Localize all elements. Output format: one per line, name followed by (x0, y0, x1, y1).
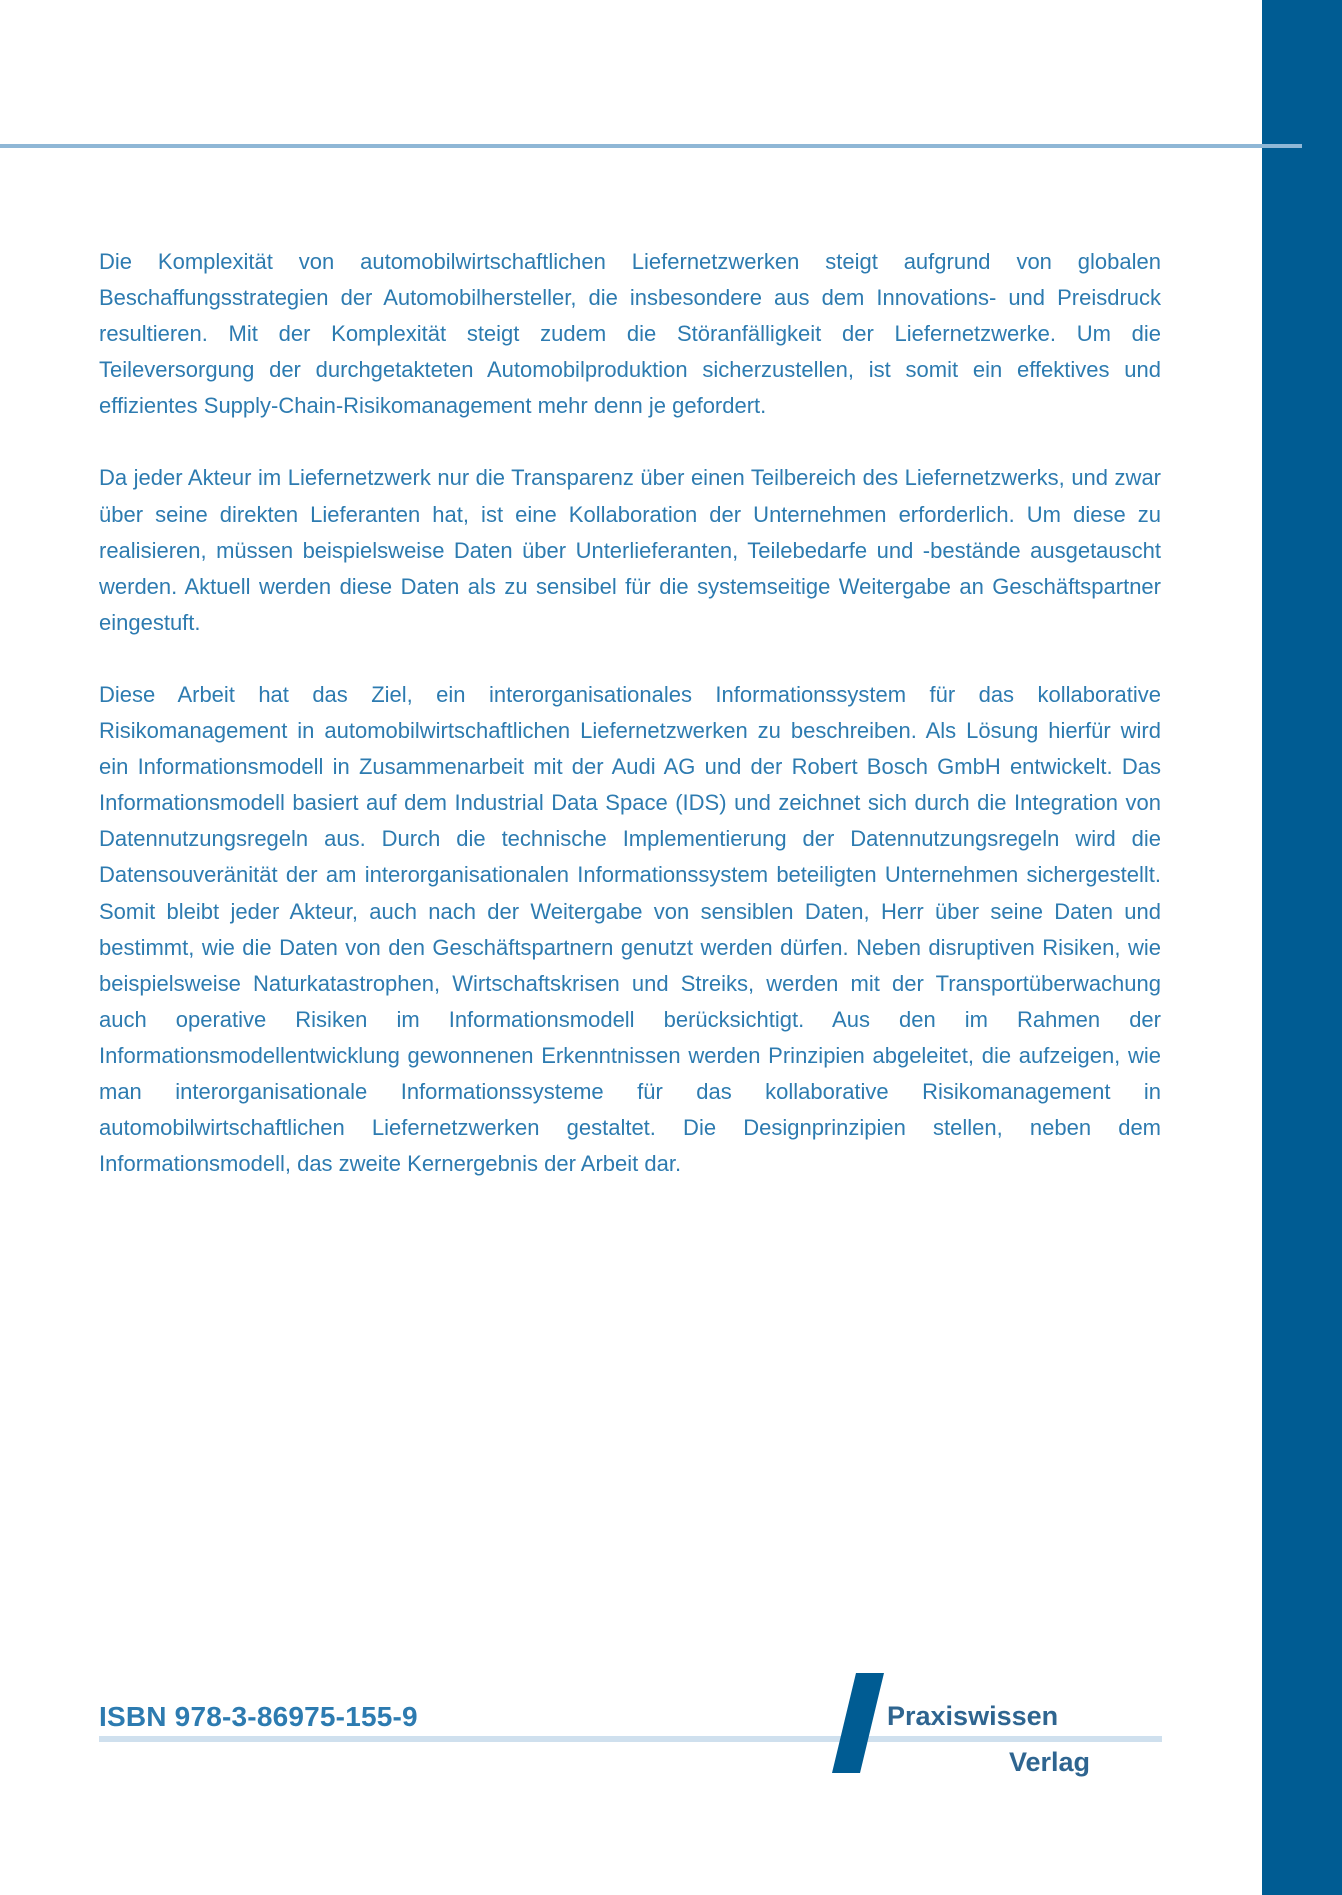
blurb-paragraph-3: Diese Arbeit hat das Ziel, ein interorganisationales Informationssystem für das kollaborative Risikomanagement in automobilwirtschaftlichen Liefernetzwerken zu beschreiben. Als Lösung hierfür wird ein Informationsmodell in Zusammenarbeit mit der Audi AG und der Robert Bosch GmbH entwickelt. Das Informationsmodell basiert auf dem Industrial Data Space (IDS) und zeichnet sich durch die Integration von Datennutzungsregeln aus. Durch die technische Implementierung der Datennutzungsregeln wird die Datensouveränität der am interorganisationalen Informationssystem beteiligten Unternehmen sichergestellt. Somit bleibt jeder Akteur, auch nach der Weitergabe von sensiblen Daten, Herr über seine Daten und bestimmt, wie die Daten von den Geschäftspartnern genutzt werden dürfen. Neben disruptiven Risiken, wie beispielsweise Naturkatastrophen, Wirtschaftskrisen und Streiks, werden mit der Transportüberwachung auch operative Risiken im Informationsmodell berücksichtigt. Aus den im Rahmen der Informationsmodellentwicklung gewonnenen Erkenntnissen werden Prinzipien abgeleitet, die aufzeigen, wie man interorganisationale Informationssysteme für das kollaborative Risikomanagement in automobilwirtschaftlichen Liefernetzwerken gestaltet. Die Designprinzipien stellen, neben dem Informationsmodell, das zweite Kernergebnis der Arbeit dar. (99, 681, 1161, 1177)
isbn-number: ISBN 978-3-86975-155-9 (99, 1701, 418, 1732)
bottom-divider (99, 1736, 1162, 1742)
spine-bar (1262, 0, 1342, 1895)
publisher-logo-slash-icon (832, 1673, 884, 1773)
top-divider (0, 144, 1302, 148)
blurb-paragraph-1: Die Komplexität von automobilwirtschaftlichen Liefernetzwerken steigt aufgrund von globalen Beschaffungsstrategien der Automobilhersteller, die insbesondere aus dem Innovations- und Preisdruck resultieren. Mit der Komplexität steigt zudem die Störanfälligkeit der Liefernetzwerke. Um die Teileversorgung der durchgetakteten Automobilproduktion sicherzustellen, ist somit ein effektives und effizientes Supply-Chain-Risikomanagement mehr denn je gefordert. (99, 249, 1161, 419)
publisher-name-line1: Praxiswissen (887, 1701, 1059, 1731)
blurb-paragraph-2: Da jeder Akteur im Liefernetzwerk nur die Transparenz über einen Teilbereich des Liefernetzwerks, und zwar über seine direkten Lieferanten hat, ist eine Kollaboration der Unternehmen erforderlich. Um diese zu realisieren, müssen beispielsweise Daten über Unterlieferanten, Teilebedarfe und -bestände ausgetauscht werden. Aktuell werden diese Daten als zu sensibel für die systemseitige Weitergabe an Geschäftspartner eingestuft. (99, 465, 1161, 635)
back-cover-blurb (99, 244, 1161, 1218)
publisher-name-line2: Verlag (1009, 1747, 1091, 1777)
